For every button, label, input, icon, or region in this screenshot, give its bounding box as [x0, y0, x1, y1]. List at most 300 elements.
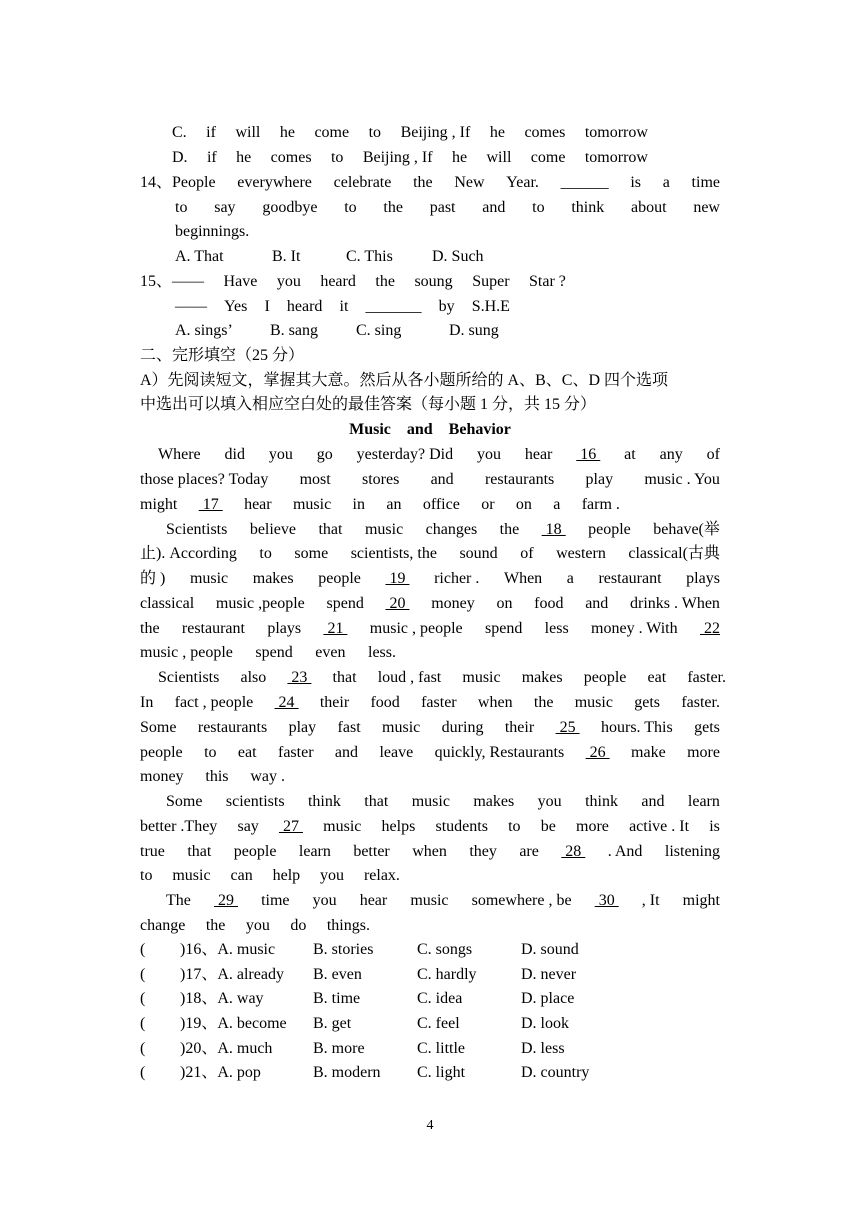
word: he	[279, 124, 295, 141]
word: learn	[687, 793, 720, 810]
word: did	[224, 446, 245, 463]
word: eat	[237, 744, 257, 761]
word: tomorrow	[584, 149, 648, 166]
word: faster	[421, 694, 457, 711]
word: and	[482, 199, 506, 216]
word: music , people	[140, 644, 233, 661]
word: fast	[337, 719, 361, 736]
word: Where	[158, 446, 201, 463]
word: gets	[694, 719, 720, 736]
word: a	[662, 174, 670, 191]
word: way .	[250, 768, 285, 785]
blank-number: 30	[594, 892, 619, 909]
passage-line	[158, 445, 720, 465]
word: 止). According	[140, 545, 237, 562]
word: restaurants	[484, 471, 555, 488]
passage-line	[140, 743, 720, 763]
choice-a: )21、A. pop	[180, 1064, 261, 1081]
word: play	[288, 719, 317, 736]
word: at	[624, 446, 636, 463]
word: even	[315, 644, 346, 661]
word: celebrate	[333, 174, 392, 191]
word: any	[659, 446, 683, 463]
passage-line	[140, 569, 720, 589]
q15-option-a: A. sings’	[175, 322, 233, 339]
word: think	[585, 793, 618, 810]
word: S.H.E	[471, 298, 510, 315]
word: of	[706, 446, 720, 463]
word: you	[245, 917, 270, 934]
word: and	[641, 793, 665, 810]
blank-number: 19	[385, 570, 410, 587]
word: heard	[286, 298, 323, 315]
word: that	[332, 669, 357, 686]
choice-c: C. idea	[417, 990, 463, 1007]
word: will	[486, 149, 512, 166]
choice-a: )16、A. music	[180, 941, 276, 958]
word: Yes	[224, 298, 248, 315]
word: tomorrow	[584, 124, 648, 141]
passage-line	[140, 643, 396, 663]
word: and	[430, 471, 454, 488]
word: will	[235, 124, 261, 141]
word: when	[412, 843, 447, 860]
word: to	[330, 149, 344, 166]
q15-option-b: B. sang	[270, 322, 318, 339]
word: people	[318, 570, 361, 587]
word: the	[205, 917, 226, 934]
word: Scientists	[166, 521, 228, 538]
word: that	[364, 793, 389, 810]
word: you	[537, 793, 562, 810]
passage-line	[140, 495, 620, 515]
q15-line-2	[175, 297, 510, 317]
word: the	[533, 694, 554, 711]
answer-paren[interactable]: (	[140, 1064, 146, 1081]
word: make	[631, 744, 666, 761]
word: Some	[140, 719, 177, 736]
word: if	[206, 124, 216, 141]
word: ______	[560, 174, 609, 191]
word: restaurants	[197, 719, 268, 736]
word: time	[261, 892, 290, 909]
word: think	[571, 199, 605, 216]
passage-line	[140, 718, 720, 738]
word: play	[585, 471, 614, 488]
choice-d: D. less	[521, 1040, 565, 1057]
section-heading: 二、完形填空（25 分）	[140, 347, 305, 364]
word: on	[496, 595, 513, 612]
answer-paren[interactable]: (	[140, 941, 146, 958]
word: might	[140, 496, 178, 513]
word: faster	[277, 744, 314, 761]
word: scientists	[225, 793, 285, 810]
word: music ,people	[215, 595, 305, 612]
choice-d: D. place	[521, 990, 575, 1007]
choice-b: B. modern	[313, 1064, 381, 1081]
word: The	[166, 892, 191, 909]
word: you	[476, 446, 501, 463]
word: past	[429, 199, 456, 216]
word: spend	[255, 644, 293, 661]
word: or	[481, 496, 495, 513]
q14-option-a: A. That	[175, 248, 224, 265]
word: C.	[172, 124, 187, 141]
choice-b: B. stories	[313, 941, 374, 958]
word: 的 )	[140, 570, 166, 587]
word: and	[585, 595, 609, 612]
q15-option-d: D. sung	[449, 322, 499, 339]
word: more	[576, 818, 609, 835]
q14-option-d: D. Such	[432, 248, 484, 265]
word: new	[693, 199, 720, 216]
word: makes	[521, 669, 563, 686]
blank-number: 26	[585, 744, 610, 761]
word: somewhere , be	[471, 892, 572, 909]
word: in	[352, 496, 365, 513]
word: active . It	[629, 818, 690, 835]
word: students	[435, 818, 488, 835]
word: help	[272, 867, 301, 884]
word: . And	[607, 843, 643, 860]
answer-paren[interactable]: (	[140, 966, 146, 983]
word: music	[364, 521, 404, 538]
choice-d: D. sound	[521, 941, 579, 958]
word: music , people	[369, 620, 463, 637]
choice-a: )18、A. way	[180, 990, 264, 1007]
passage-line	[166, 891, 720, 911]
word: better	[353, 843, 390, 860]
word: leave	[379, 744, 414, 761]
word: some	[294, 545, 329, 562]
word: are	[519, 843, 539, 860]
word: _______	[365, 298, 422, 315]
word: New	[454, 174, 485, 191]
word: stores	[361, 471, 400, 488]
word: to	[140, 867, 153, 884]
choice-b: B. get	[313, 1015, 352, 1032]
word: they	[469, 843, 497, 860]
q15-line-1	[140, 272, 566, 292]
word: goodbye	[262, 199, 318, 216]
word: less.	[368, 644, 396, 661]
word: money	[140, 768, 184, 785]
q15-option-c: C. sing	[356, 322, 402, 339]
answer-paren[interactable]: (	[140, 1040, 146, 1057]
word: In	[140, 694, 154, 711]
q14-option-b: B. It	[272, 248, 301, 265]
word: you	[312, 892, 337, 909]
word: Star ?	[529, 273, 566, 290]
word: loud , fast	[377, 669, 442, 686]
passage-title: Music and Behavior	[349, 421, 511, 438]
word: to	[204, 744, 217, 761]
word: more	[687, 744, 720, 761]
word: you	[276, 273, 301, 290]
q13-option-c	[172, 123, 648, 143]
word: makes	[252, 570, 294, 587]
word: money . With	[591, 620, 678, 637]
word: Beijing , If	[400, 124, 471, 141]
word: time	[691, 174, 720, 191]
word: scientists, the	[350, 545, 437, 562]
word: the	[375, 273, 395, 290]
word: things.	[326, 917, 370, 934]
word: go	[316, 446, 333, 463]
word: Super	[472, 273, 510, 290]
word: be	[540, 818, 556, 835]
word: Year.	[506, 174, 539, 191]
choice-a: )20、A. much	[180, 1040, 273, 1057]
choice-c: C. light	[417, 1064, 466, 1081]
word: classical	[140, 595, 195, 612]
word: hours. This	[601, 719, 673, 736]
word: change	[140, 917, 186, 934]
word: think	[307, 793, 341, 810]
word: better .They	[140, 818, 218, 835]
word: soung	[414, 273, 453, 290]
word: behave(举	[653, 521, 720, 538]
word: music	[411, 793, 450, 810]
q14-line-3: beginnings.	[175, 223, 250, 240]
word: when	[477, 694, 513, 711]
choice-d: D. look	[521, 1015, 569, 1032]
word: I	[264, 298, 270, 315]
word: listening	[664, 843, 720, 860]
word: yesterday? Did	[356, 446, 454, 463]
q13-option-d	[172, 148, 648, 168]
word: music	[410, 892, 449, 909]
word: believe	[249, 521, 297, 538]
word: a	[566, 570, 574, 587]
word: richer .	[434, 570, 480, 587]
word: the	[413, 174, 433, 191]
word: also	[240, 669, 267, 686]
word: office	[422, 496, 460, 513]
word: music	[172, 867, 211, 884]
word: might	[682, 892, 720, 909]
word: money	[431, 595, 475, 612]
blank-number: 28	[561, 843, 586, 860]
word: classical(古典	[628, 545, 720, 562]
word: on	[515, 496, 532, 513]
word: it	[339, 298, 349, 315]
passage-line	[140, 866, 400, 886]
choice-c: C. little	[417, 1040, 465, 1057]
word: he	[236, 149, 252, 166]
word: heard	[320, 273, 356, 290]
passage-line	[140, 544, 720, 564]
word: sound	[459, 545, 498, 562]
word: to	[344, 199, 357, 216]
word: people	[140, 744, 183, 761]
word: of	[520, 545, 534, 562]
blank-number: 25	[555, 719, 580, 736]
word: music	[189, 570, 229, 587]
word: helps	[381, 818, 416, 835]
word: comes	[270, 149, 312, 166]
word: people	[583, 669, 627, 686]
word: to	[368, 124, 382, 141]
passage-line	[140, 594, 720, 614]
word: to	[508, 818, 521, 835]
word: an	[386, 496, 402, 513]
word: is	[709, 818, 720, 835]
word: spend	[485, 620, 523, 637]
word: ——	[175, 298, 207, 315]
word: to	[175, 199, 188, 216]
word: to	[532, 199, 545, 216]
word: comes	[524, 124, 566, 141]
word: do	[290, 917, 307, 934]
word: food	[534, 595, 564, 612]
blank-number: 27	[278, 818, 303, 835]
word: makes	[473, 793, 515, 810]
blank-number: 17	[198, 496, 223, 513]
section-instruction-2: 中选出可以填入相应空白处的最佳答案（每小题 1 分，共 15 分）	[140, 396, 597, 413]
word: the	[499, 521, 520, 538]
choice-a: )17、A. already	[180, 966, 284, 983]
word: farm .	[581, 496, 620, 513]
word: can	[230, 867, 253, 884]
passage-line	[140, 767, 285, 787]
word: by	[438, 298, 455, 315]
choice-d: D. country	[521, 1064, 590, 1081]
passage-line	[140, 842, 720, 862]
word: quickly, Restaurants	[434, 744, 565, 761]
word: changes	[425, 521, 478, 538]
word: their	[504, 719, 535, 736]
word: is	[630, 174, 641, 191]
word: to	[259, 545, 272, 562]
word: people	[588, 521, 631, 538]
word: D.	[172, 149, 188, 166]
word: you	[320, 867, 345, 884]
blank-number: 20	[385, 595, 410, 612]
word: hear	[244, 496, 272, 513]
passage-line	[166, 792, 720, 812]
choice-b: B. more	[313, 1040, 365, 1057]
choice-c: C. songs	[417, 941, 473, 958]
word: their	[319, 694, 350, 711]
q14-line-1	[140, 173, 720, 193]
blank-number: 18	[541, 521, 566, 538]
word: the	[140, 620, 160, 637]
passage-line	[140, 916, 370, 936]
word: come	[530, 149, 566, 166]
blank-number: 22	[699, 620, 720, 637]
word: Scientists	[158, 669, 220, 686]
choice-c: C. hardly	[417, 966, 477, 983]
word: eat	[647, 669, 667, 686]
passage-line	[140, 470, 720, 490]
word: 15、——	[140, 273, 205, 290]
choice-a: )19、A. become	[180, 1015, 287, 1032]
word: say	[214, 199, 236, 216]
word: that	[187, 843, 212, 860]
answer-paren[interactable]: (	[140, 990, 146, 1007]
q14-line-2	[175, 198, 720, 218]
choice-c: C. feel	[417, 1015, 460, 1032]
word: Beijing , If	[362, 149, 433, 166]
word: , It	[641, 892, 660, 909]
word: about	[631, 199, 667, 216]
word: restaurant	[598, 570, 662, 587]
word: 14、People	[140, 174, 216, 191]
blank-number: 21	[323, 620, 348, 637]
word: hear	[524, 446, 553, 463]
word: music	[323, 818, 362, 835]
blank-number: 24	[274, 694, 299, 711]
word: spend	[326, 595, 364, 612]
word: food	[370, 694, 400, 711]
word: come	[314, 124, 350, 141]
word: that	[318, 521, 343, 538]
choice-b: B. even	[313, 966, 362, 983]
passage-line	[166, 520, 720, 540]
word: fact , people	[174, 694, 254, 711]
word: those places? Today	[140, 471, 269, 488]
word: plays	[686, 570, 720, 587]
word: true	[140, 843, 165, 860]
word: plays	[267, 620, 302, 637]
q14-option-c: C. This	[346, 248, 393, 265]
word: most	[299, 471, 331, 488]
word: less	[544, 620, 569, 637]
page-number: 4	[426, 1118, 434, 1133]
word: if	[206, 149, 217, 166]
passage-line	[140, 619, 720, 639]
word: people	[233, 843, 277, 860]
word: and	[334, 744, 359, 761]
word: gets	[634, 694, 661, 711]
section-instruction-1: A）先阅读短文，掌握其大意。然后从各小题所给的 A、B、C、D 四个选项	[140, 372, 669, 389]
word: faster.	[687, 669, 726, 686]
word: he	[451, 149, 468, 166]
choice-b: B. time	[313, 990, 361, 1007]
word: everywhere	[237, 174, 312, 191]
word: music	[292, 496, 332, 513]
word: the	[383, 199, 403, 216]
word: music	[462, 669, 501, 686]
word: relax.	[363, 867, 400, 884]
word: music	[382, 719, 421, 736]
word: you	[268, 446, 293, 463]
word: western	[556, 545, 606, 562]
word: he	[489, 124, 505, 141]
passage-line	[158, 668, 726, 688]
word: say	[237, 818, 259, 835]
passage-line	[140, 817, 720, 837]
word: Have	[223, 273, 258, 290]
word: a	[553, 496, 561, 513]
blank-number: 23	[287, 669, 312, 686]
word: faster.	[681, 694, 720, 711]
word: music . You	[644, 471, 720, 488]
word: this	[205, 768, 229, 785]
choice-d: D. never	[521, 966, 577, 983]
passage-line	[140, 693, 720, 713]
word: learn	[298, 843, 331, 860]
word: music	[574, 694, 613, 711]
answer-paren[interactable]: (	[140, 1015, 146, 1032]
word: When	[503, 570, 543, 587]
word: Some	[166, 793, 203, 810]
word: hear	[359, 892, 388, 909]
word: during	[441, 719, 484, 736]
blank-number: 29	[213, 892, 238, 909]
word: drinks . When	[630, 595, 720, 612]
